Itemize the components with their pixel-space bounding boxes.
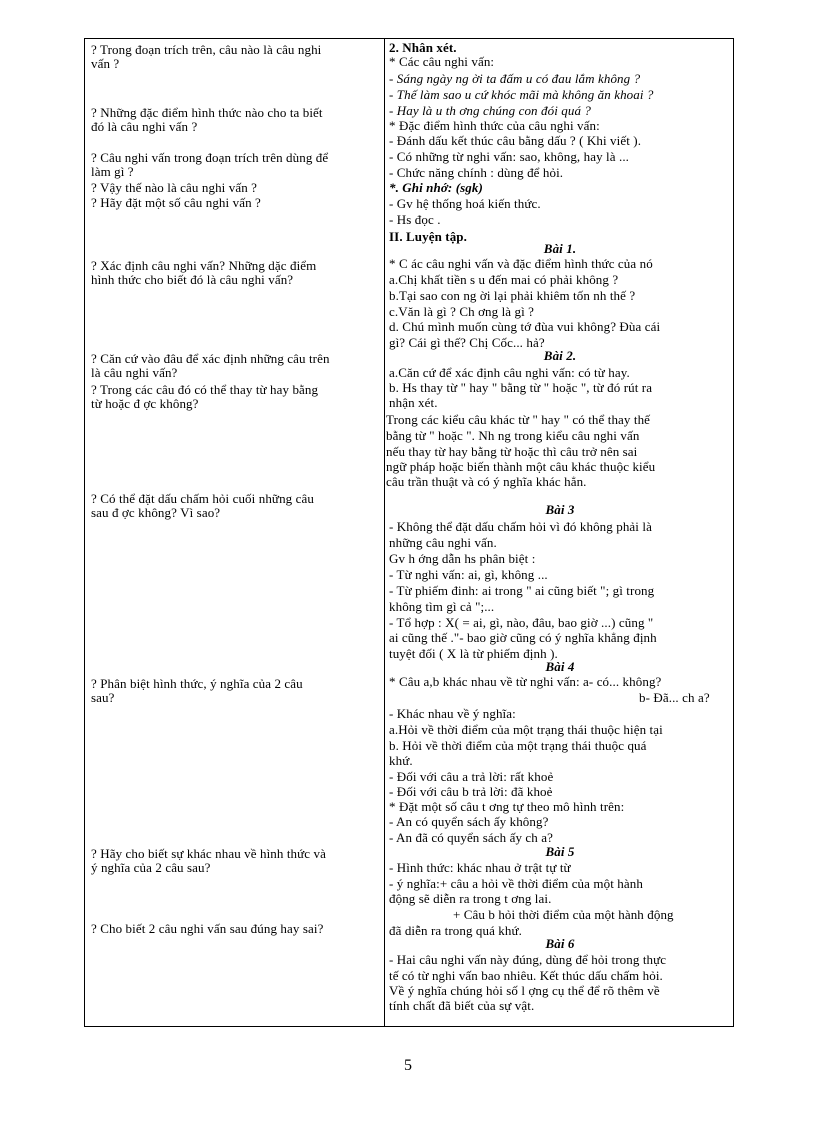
content-line: d. Chú mình muốn cùng tớ đùa vui không? Đùa cái xyxy=(389,319,661,334)
content-line: tế có từ nghi vấn bao nhiêu. Kết thúc dấu chấm hỏi. xyxy=(389,968,663,983)
question-line: là câu nghi vấn? xyxy=(91,365,178,380)
question-line: từ hoặc đ ợc không? xyxy=(91,396,199,411)
content-line: - Từ phiếm đinh: ai trong " ai cũng biết "; gì trong xyxy=(389,583,655,598)
exercise-title: Bài 2. xyxy=(543,348,577,363)
content-line: đã diễn ra trong quá khứ. xyxy=(389,923,523,938)
content-line: + Câu b hỏi thời điểm của một hành động xyxy=(453,907,674,922)
question-line: ? Vậy thế nào là câu nghi vấn ? xyxy=(91,180,258,195)
column-divider xyxy=(384,39,385,1026)
content-line: tuyệt đối ( X là từ phiếm định ). xyxy=(389,646,558,661)
content-line: - Hình thức: khác nhau ở trật tự từ xyxy=(389,860,571,875)
page-number: 5 xyxy=(404,1057,412,1074)
content-line: - Chức năng chính : dùng để hỏi. xyxy=(389,165,564,180)
content-line: b. Hs thay từ " hay " bằng từ " hoặc ", từ đó rút ra xyxy=(389,380,653,395)
content-line: tính chất đã biết của sự vật. xyxy=(389,998,535,1013)
question-line: ? Trong đoạn trích trên, câu nào là câu nghi xyxy=(91,42,322,57)
question-line: ? Những đặc điểm hình thức nào cho ta biết xyxy=(91,105,323,120)
example-line: - Hay là u th ơng chúng con đói quá ? xyxy=(389,103,592,118)
exercise-title: Bài 1. xyxy=(543,241,577,256)
content-line: Gv h ớng dẫn hs phân biệt : xyxy=(389,551,536,566)
content-line: * C ác câu nghi vấn và đặc điểm hình thức của nó xyxy=(389,256,653,271)
exercise-title: Bài 4 xyxy=(545,659,575,674)
content-line: câu trần thuật và có ý nghĩa khác hẳn. xyxy=(386,474,587,489)
content-line: động sẽ diễn ra trong t ơng lai. xyxy=(389,891,552,906)
question-line: ? Hãy đặt một số câu nghi vấn ? xyxy=(91,195,261,210)
lesson-table xyxy=(84,38,734,1027)
content-line: không tìm gì cả ";... xyxy=(389,599,495,614)
content-line: Trong các kiểu câu khác từ " hay " có thể thay thế xyxy=(386,412,651,427)
content-line: - Có những từ nghi vấn: sao, không, hay là ... xyxy=(389,149,630,164)
question-line: ? Căn cứ vào đâu để xác định những câu trên xyxy=(91,351,330,366)
content-line: ai cũng thế ."- bao giờ cũng có ý nghĩa khẳng định xyxy=(389,630,657,645)
question-line: ? Trong các câu đó có thể thay từ hay bằng xyxy=(91,382,319,397)
content-line: - Đối với câu b trả lời: đã khoẻ xyxy=(389,784,553,799)
content-line: - Không thể đặt dấu chấm hỏi vì đó không phải là xyxy=(389,519,652,534)
content-line: b- Đã... ch a? xyxy=(639,690,710,705)
content-line: * Các câu nghi vấn: xyxy=(389,54,495,69)
section-heading: II. Luyện tập. xyxy=(389,229,467,244)
content-line: - ý nghĩa:+ câu a hỏi về thời điểm của một hành xyxy=(389,876,643,891)
content-line: * Đặc điểm hình thức của câu nghi vấn: xyxy=(389,118,600,133)
exercise-title: Bài 5 xyxy=(545,844,575,859)
question-line: sau? xyxy=(91,690,115,705)
content-line: - An đã có quyển sách ấy ch a? xyxy=(389,830,553,845)
question-line: hình thức cho biết đó là câu nghi vấn? xyxy=(91,272,294,287)
content-line: a.Căn cứ để xác định câu nghi vấn: có từ hay. xyxy=(389,365,630,380)
question-line: vấn ? xyxy=(91,56,120,71)
content-line: ngữ pháp hoặc biến thành một câu khác thuộc kiểu xyxy=(386,459,656,474)
content-line: - Hs đọc . xyxy=(389,212,441,227)
question-line: ý nghĩa của 2 câu sau? xyxy=(91,860,211,875)
question-line: đó là câu nghi vấn ? xyxy=(91,119,198,134)
content-line: - Hai câu nghi vấn này đúng, dùng để hỏi trong thực xyxy=(389,952,667,967)
content-line: nếu thay từ hay bằng từ hoặc thì câu trở nên sai xyxy=(386,444,638,459)
question-line: ? Xác định câu nghi vấn? Những dặc điểm xyxy=(91,258,317,273)
question-line: ? Câu nghi vấn trong đoạn trích trên dùng để xyxy=(91,150,329,165)
content-line: a.Hỏi về thời điểm của một trạng thái thuộc hiện tại xyxy=(389,722,663,737)
exercise-title: Bài 3 xyxy=(545,502,575,517)
question-line: ? Hãy cho biết sự khác nhau về hình thức và xyxy=(91,846,326,861)
content-line: khứ. xyxy=(389,753,413,768)
content-line: a.Chị khất tiền s u đến mai có phải không ? xyxy=(389,272,619,287)
example-line: - Sáng ngày ng ời ta đấm u có đau lắm không ? xyxy=(389,71,641,86)
ghi-nho-line: *. Ghi nhớ: (sgk) xyxy=(389,180,483,195)
content-line: * Đặt một số câu t ơng tự theo mô hình trên: xyxy=(389,799,625,814)
content-line: - Từ nghi vấn: ai, gì, không ... xyxy=(389,567,548,582)
content-line: - Gv hệ thống hoá kiến thức. xyxy=(389,196,541,211)
content-line: - Đối với câu a trả lời: rất khoẻ xyxy=(389,769,554,784)
content-line: Về ý nghĩa chúng hỏi số l ợng cụ thể để rõ thêm về xyxy=(389,983,660,998)
content-line: b.Tại sao con ng ời lại phải khiêm tốn nh thế ? xyxy=(389,288,636,303)
question-line: ? Có thể đặt dấu chấm hỏi cuối những câu xyxy=(91,491,314,506)
content-line: nhận xét. xyxy=(389,395,438,410)
content-line: gì? Cái gì thế? Chị Cốc... hả? xyxy=(389,335,545,350)
content-line: c.Văn là gì ? Ch ơng là gì ? xyxy=(389,304,535,319)
exercise-title: Bài 6 xyxy=(545,936,575,951)
content-line: - An có quyển sách ấy không? xyxy=(389,814,549,829)
content-line: * Câu a,b khác nhau về từ nghi vấn: a- có... không? xyxy=(389,674,662,689)
content-line: bằng từ " hoặc ". Nh ng trong kiểu câu nghi vấn xyxy=(386,428,640,443)
content-line: - Khác nhau về ý nghĩa: xyxy=(389,706,516,721)
content-line: - Đánh dấu kết thúc câu bằng dấu ? ( Khi viết ). xyxy=(389,133,642,148)
question-line: làm gì ? xyxy=(91,164,134,179)
question-line: ? Cho biết 2 câu nghi vấn sau đúng hay sai? xyxy=(91,921,324,936)
question-line: sau đ ợc không? Vì sao? xyxy=(91,505,221,520)
section-heading: 2. Nhân xét. xyxy=(389,40,457,55)
example-line: - Thế làm sao u cứ khóc mãi mà không ăn khoai ? xyxy=(389,87,654,102)
content-line: - Tổ hợp : X( = ai, gì, nào, đâu, bao giờ ...) cũng " xyxy=(389,615,654,630)
question-line: ? Phân biệt hình thức, ý nghĩa của 2 câu xyxy=(91,676,303,691)
content-line: những câu nghi vấn. xyxy=(389,535,497,550)
content-line: b. Hỏi về thời điểm của một trạng thái thuộc quá xyxy=(389,738,647,753)
